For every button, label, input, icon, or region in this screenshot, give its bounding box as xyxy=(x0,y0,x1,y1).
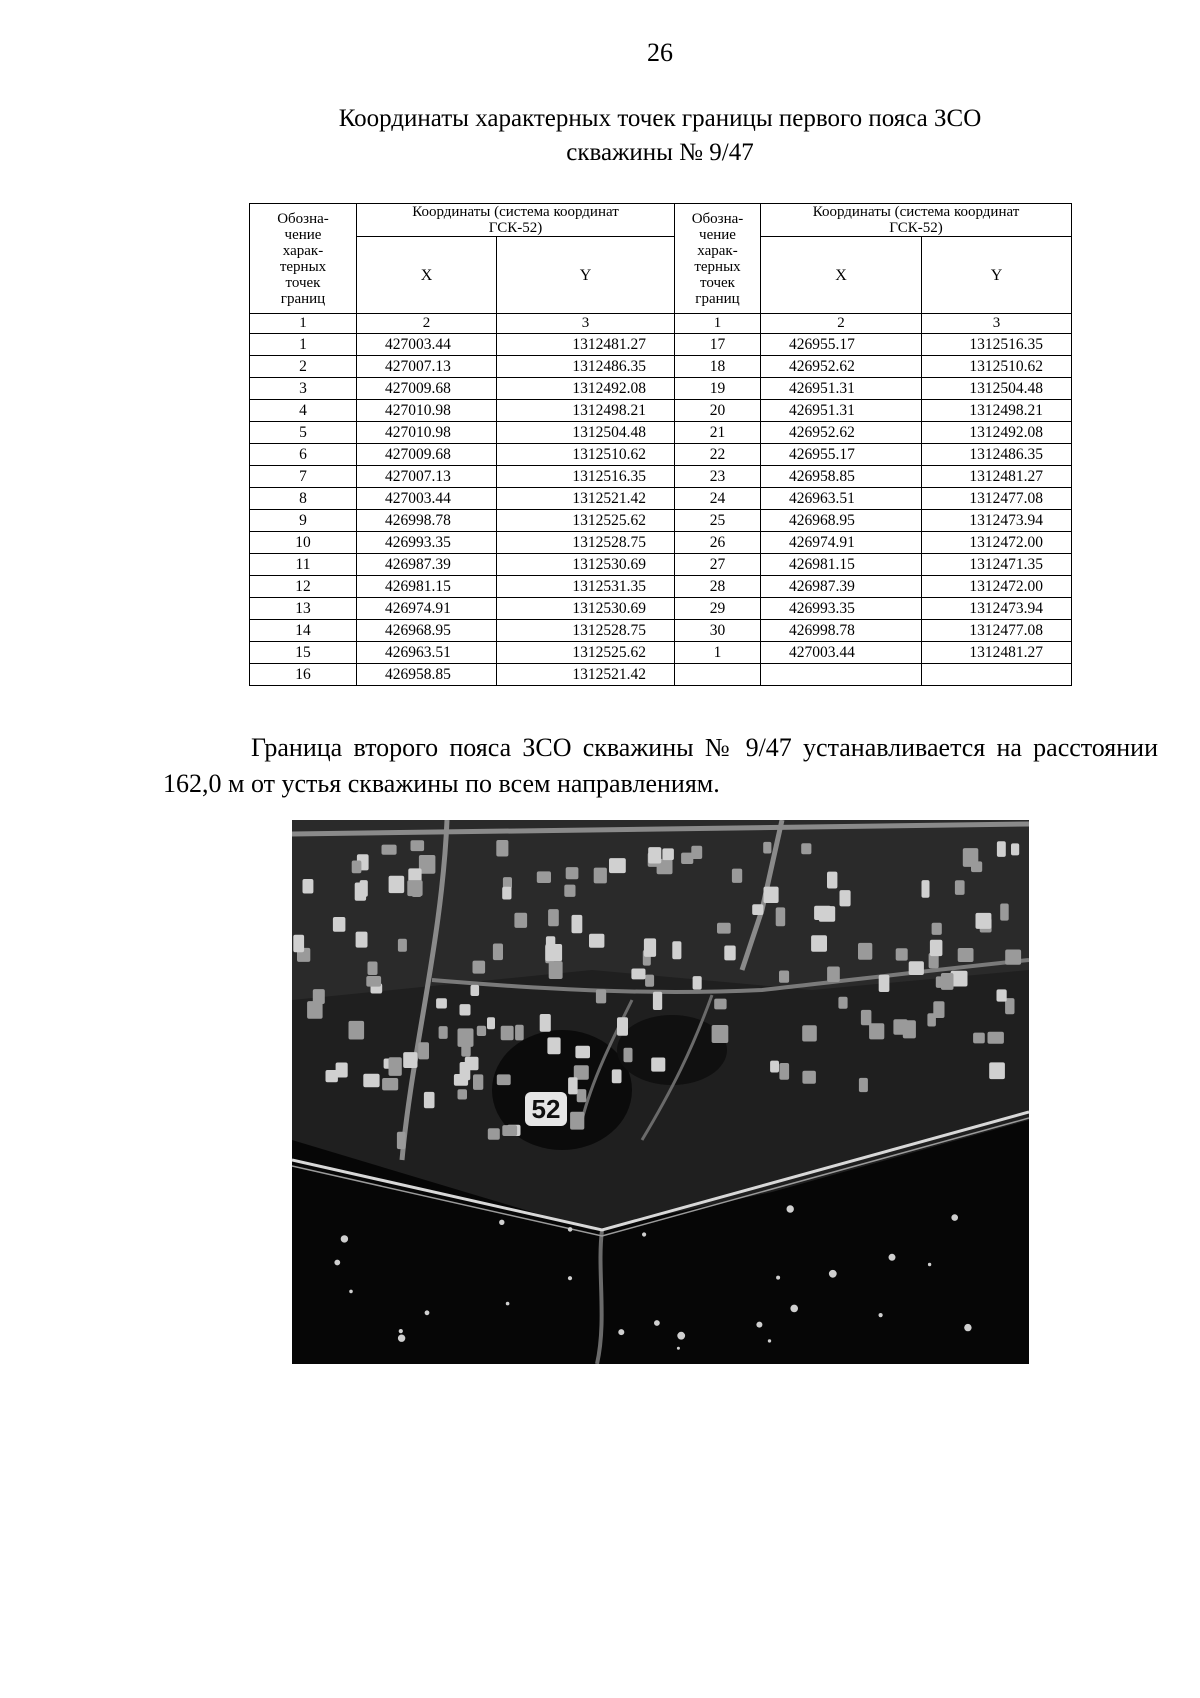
map-building xyxy=(648,847,661,863)
x-coordinate: 427007.13 xyxy=(357,466,497,488)
map-building xyxy=(537,871,551,883)
map-building xyxy=(869,1023,884,1039)
column-number: 3 xyxy=(497,314,675,334)
map-building xyxy=(326,1070,338,1082)
map-building xyxy=(651,1058,665,1072)
map-building xyxy=(360,880,368,897)
point-number: 15 xyxy=(250,642,357,664)
y-coordinate: 1312504.48 xyxy=(922,378,1072,400)
x-coordinate: 426955.17 xyxy=(761,444,922,466)
x-coordinate: 427010.98 xyxy=(357,422,497,444)
table-row xyxy=(250,554,1072,576)
map-building xyxy=(811,935,827,952)
map-building xyxy=(589,934,604,948)
y-coordinate: 1312498.21 xyxy=(922,400,1072,422)
point-number: 26 xyxy=(675,532,761,554)
x-coordinate: 427003.44 xyxy=(357,334,497,356)
map-building xyxy=(363,1074,379,1088)
x-coordinate: 426974.91 xyxy=(357,598,497,620)
point-number: 7 xyxy=(250,466,357,488)
map-building xyxy=(333,917,346,932)
map-building xyxy=(398,939,407,952)
map-building xyxy=(973,1033,985,1044)
map-building xyxy=(356,932,368,948)
x-coordinate: 426987.39 xyxy=(761,576,922,598)
map-building xyxy=(1000,904,1009,921)
y-coordinate: 1312492.08 xyxy=(922,422,1072,444)
aerial-map-image xyxy=(292,820,1029,1364)
x-coordinate: 426968.95 xyxy=(357,620,497,642)
x-coordinate: 426998.78 xyxy=(761,620,922,642)
y-coordinate: 1312477.08 xyxy=(922,620,1072,642)
table-row xyxy=(250,444,1072,466)
map-building xyxy=(439,1026,448,1039)
map-point xyxy=(790,1305,798,1313)
point-number: 14 xyxy=(250,620,357,642)
map-building xyxy=(389,876,405,893)
point-number: 22 xyxy=(675,444,761,466)
map-building xyxy=(368,962,378,976)
map-building xyxy=(382,1078,398,1090)
map-building xyxy=(909,961,924,975)
y-coordinate: 1312498.21 xyxy=(497,400,675,422)
x-coordinate: 426951.31 xyxy=(761,400,922,422)
x-coordinate: 426955.17 xyxy=(761,334,922,356)
point-number: 28 xyxy=(675,576,761,598)
map-point xyxy=(756,1322,762,1328)
map-building xyxy=(465,1057,479,1071)
point-number: 29 xyxy=(675,598,761,620)
map-building xyxy=(408,868,421,881)
map-building xyxy=(577,1089,587,1102)
y-coordinate: 1312530.69 xyxy=(497,598,675,620)
map-building xyxy=(714,999,726,1010)
map-building xyxy=(770,1061,779,1073)
point-number: 5 xyxy=(250,422,357,444)
point-number: 6 xyxy=(250,444,357,466)
map-building xyxy=(471,985,480,996)
map-building xyxy=(779,1063,789,1080)
map-building xyxy=(763,842,771,854)
x-coordinate: 427003.44 xyxy=(357,488,497,510)
table-row xyxy=(250,598,1072,620)
map-building xyxy=(932,923,942,935)
map-point xyxy=(928,1263,931,1266)
header-y-left: Y xyxy=(497,237,675,314)
map-building xyxy=(436,998,447,1008)
document-title xyxy=(200,102,1120,170)
point-number: 21 xyxy=(675,422,761,444)
map-building xyxy=(366,976,381,987)
table-row xyxy=(250,642,1072,664)
column-number: 2 xyxy=(761,314,922,334)
table-row xyxy=(250,488,1072,510)
map-point xyxy=(677,1332,685,1340)
column-number: 3 xyxy=(922,314,1072,334)
map-building xyxy=(933,1001,944,1018)
header-designation-right: Обозна- чение харак- терных точек границ xyxy=(675,204,761,314)
coordinates-table xyxy=(249,203,1072,686)
y-coordinate: 1312481.27 xyxy=(497,334,675,356)
map-building xyxy=(612,1069,622,1083)
map-building xyxy=(424,1092,435,1108)
y-coordinate: 1312472.00 xyxy=(922,576,1072,598)
map-building xyxy=(838,997,847,1009)
map-point xyxy=(618,1329,624,1335)
map-building xyxy=(617,1017,628,1035)
map-building xyxy=(1011,843,1019,855)
map-building xyxy=(672,941,681,959)
map-building xyxy=(717,923,731,934)
map-building xyxy=(802,1025,817,1041)
map-building xyxy=(732,869,742,883)
map-building xyxy=(681,853,693,864)
column-number: 1 xyxy=(675,314,761,334)
map-building xyxy=(976,913,992,929)
point-number: 1 xyxy=(250,334,357,356)
map-building xyxy=(458,1089,468,1099)
map-building xyxy=(779,971,789,983)
y-coordinate: 1312481.27 xyxy=(922,466,1072,488)
point-number: 17 xyxy=(675,334,761,356)
map-building xyxy=(568,1077,578,1094)
boundary-paragraph: Граница второго пояса ЗСО скважины № 9/47 устанавливается на расстоянии 162,0 м от устья скважины по всем направлениям. xyxy=(163,733,1158,798)
x-coordinate: 426981.15 xyxy=(761,554,922,576)
point-number: 10 xyxy=(250,532,357,554)
header-designation-left: Обозна- чение харак- терных точек границ xyxy=(250,204,357,314)
map-building xyxy=(631,969,645,980)
map-point xyxy=(787,1205,794,1212)
map-point xyxy=(398,1335,405,1342)
point-number: 18 xyxy=(675,356,761,378)
point-number: 12 xyxy=(250,576,357,598)
map-building xyxy=(955,880,965,895)
map-building xyxy=(662,848,674,860)
map-building xyxy=(566,867,579,879)
y-coordinate: 1312471.35 xyxy=(922,554,1072,576)
map-building xyxy=(594,868,607,884)
map-building xyxy=(303,879,314,894)
table-row xyxy=(250,664,1072,686)
y-coordinate: 1312477.08 xyxy=(922,488,1072,510)
map-building xyxy=(548,909,559,926)
point-number: 13 xyxy=(250,598,357,620)
map-building xyxy=(514,913,527,928)
map-point xyxy=(349,1290,353,1294)
y-coordinate: 1312516.35 xyxy=(922,334,1072,356)
point-number: 1 xyxy=(675,642,761,664)
y-coordinate: 1312473.94 xyxy=(922,510,1072,532)
map-building xyxy=(827,872,837,889)
map-building xyxy=(879,975,890,992)
y-coordinate: 1312528.75 xyxy=(497,620,675,642)
y-coordinate: 1312525.62 xyxy=(497,510,675,532)
parcel-label: 52 xyxy=(531,1094,561,1124)
point-number: 9 xyxy=(250,510,357,532)
point-number: 30 xyxy=(675,620,761,642)
y-coordinate: 1312492.08 xyxy=(497,378,675,400)
y-coordinate: 1312528.75 xyxy=(497,532,675,554)
table-row xyxy=(250,620,1072,642)
table-row xyxy=(250,356,1072,378)
y-coordinate: 1312486.35 xyxy=(922,444,1072,466)
map-building xyxy=(403,1052,417,1068)
map-building xyxy=(922,880,930,898)
map-building xyxy=(477,1026,486,1036)
map-building xyxy=(859,1078,868,1092)
map-point xyxy=(879,1313,883,1317)
x-coordinate: 426951.31 xyxy=(761,378,922,400)
map-building xyxy=(501,1026,514,1040)
map-building xyxy=(896,948,908,960)
map-building xyxy=(776,907,786,926)
map-building xyxy=(814,906,831,920)
point-number: 23 xyxy=(675,466,761,488)
map-building xyxy=(840,890,851,906)
y-coordinate: 1312530.69 xyxy=(497,554,675,576)
x-coordinate: 426981.15 xyxy=(357,576,497,598)
map-building xyxy=(549,961,563,979)
map-building xyxy=(724,946,735,961)
y-coordinate xyxy=(922,664,1072,686)
title-line-1: Координаты характерных точек границы первого пояса ЗСО xyxy=(338,105,982,132)
map-building xyxy=(570,1112,584,1130)
map-point xyxy=(568,1227,573,1232)
y-coordinate: 1312521.42 xyxy=(497,664,675,686)
map-building xyxy=(349,1021,365,1040)
map-building xyxy=(473,1074,483,1090)
map-point xyxy=(341,1235,348,1242)
page-number: 26 xyxy=(647,38,673,67)
map-building xyxy=(418,1042,429,1059)
x-coordinate: 427007.13 xyxy=(357,356,497,378)
x-coordinate xyxy=(761,664,922,686)
y-coordinate: 1312510.62 xyxy=(497,444,675,466)
table-row xyxy=(250,576,1072,598)
map-point xyxy=(642,1232,646,1236)
map-building xyxy=(801,843,811,854)
table-row xyxy=(250,532,1072,554)
map-building xyxy=(861,1010,872,1025)
map-building xyxy=(497,1074,511,1085)
x-coordinate: 426963.51 xyxy=(761,488,922,510)
map-building xyxy=(460,1004,471,1015)
x-coordinate: 426993.35 xyxy=(357,532,497,554)
map-building xyxy=(540,1014,551,1032)
point-number: 25 xyxy=(675,510,761,532)
map-building xyxy=(545,944,562,961)
x-coordinate: 426963.51 xyxy=(357,642,497,664)
x-coordinate: 426993.35 xyxy=(761,598,922,620)
point-number: 20 xyxy=(675,400,761,422)
map-point xyxy=(776,1276,780,1280)
y-coordinate: 1312516.35 xyxy=(497,466,675,488)
map-building xyxy=(572,915,583,933)
map-point xyxy=(677,1347,680,1350)
map-building xyxy=(389,1057,402,1076)
map-point xyxy=(399,1329,403,1333)
map-building xyxy=(502,887,511,900)
map-point xyxy=(768,1339,771,1342)
point-number: 11 xyxy=(250,554,357,576)
map-building xyxy=(397,1132,406,1149)
map-building xyxy=(496,840,508,857)
map-building xyxy=(458,1028,474,1047)
point-number: 16 xyxy=(250,664,357,686)
map-building xyxy=(712,1025,729,1043)
map-building xyxy=(609,858,626,873)
map-point xyxy=(568,1276,572,1280)
map-building xyxy=(493,944,503,961)
table-row xyxy=(250,400,1072,422)
x-coordinate: 426958.85 xyxy=(761,466,922,488)
y-coordinate: 1312510.62 xyxy=(922,356,1072,378)
aerial-map-drawing xyxy=(292,820,1029,1364)
map-building xyxy=(502,1125,517,1136)
point-number: 4 xyxy=(250,400,357,422)
y-coordinate: 1312481.27 xyxy=(922,642,1072,664)
point-number: 3 xyxy=(250,378,357,400)
map-point xyxy=(334,1260,340,1266)
map-building xyxy=(487,1017,495,1029)
map-building xyxy=(313,989,325,1004)
map-building xyxy=(802,1071,816,1084)
map-building xyxy=(827,967,840,983)
map-building xyxy=(858,943,872,960)
header-x-right: X xyxy=(761,237,922,314)
x-coordinate: 427010.98 xyxy=(357,400,497,422)
map-point xyxy=(499,1220,504,1225)
map-building xyxy=(693,976,702,990)
map-point xyxy=(951,1214,958,1221)
map-building xyxy=(997,841,1006,857)
point-number: 19 xyxy=(675,378,761,400)
header-x-left: X xyxy=(357,237,497,314)
map-building xyxy=(1005,998,1014,1014)
y-coordinate: 1312473.94 xyxy=(922,598,1072,620)
map-point xyxy=(425,1310,430,1315)
point-number: 8 xyxy=(250,488,357,510)
map-building xyxy=(989,1062,1005,1079)
table-row xyxy=(250,378,1072,400)
map-point xyxy=(654,1320,660,1326)
header-coordinates-right: Координаты (система координат ГСК-52) xyxy=(761,204,1072,237)
map-building xyxy=(352,861,362,874)
map-building xyxy=(997,989,1007,1001)
map-building xyxy=(596,989,606,1003)
table-row xyxy=(250,422,1072,444)
x-coordinate: 426987.39 xyxy=(357,554,497,576)
map-building xyxy=(454,1074,468,1086)
y-coordinate: 1312504.48 xyxy=(497,422,675,444)
map-building xyxy=(411,840,425,851)
map-building xyxy=(407,880,422,896)
map-building xyxy=(752,904,763,915)
map-building xyxy=(930,940,943,956)
column-number-row xyxy=(250,314,1072,334)
map-building xyxy=(653,992,662,1010)
map-building xyxy=(473,961,486,974)
map-building xyxy=(764,887,779,903)
x-coordinate: 427003.44 xyxy=(761,642,922,664)
y-coordinate: 1312486.35 xyxy=(497,356,675,378)
map-building xyxy=(488,1128,500,1140)
y-coordinate: 1312525.62 xyxy=(497,642,675,664)
header-y-right: Y xyxy=(922,237,1072,314)
map-building xyxy=(547,1037,560,1054)
map-building xyxy=(941,973,954,990)
map-point xyxy=(829,1270,837,1278)
x-coordinate: 427009.68 xyxy=(357,378,497,400)
map-point xyxy=(889,1254,896,1261)
map-building xyxy=(293,935,304,953)
point-number: 27 xyxy=(675,554,761,576)
x-coordinate: 426974.91 xyxy=(761,532,922,554)
map-building xyxy=(564,885,575,897)
map-building xyxy=(958,948,974,962)
map-building xyxy=(515,1025,524,1041)
map-building xyxy=(893,1019,907,1034)
x-coordinate: 427009.68 xyxy=(357,444,497,466)
x-coordinate: 426968.95 xyxy=(761,510,922,532)
header-coordinates-left: Координаты (система координат ГСК-52) xyxy=(357,204,675,237)
map-point xyxy=(506,1302,510,1306)
column-number: 1 xyxy=(250,314,357,334)
y-coordinate: 1312521.42 xyxy=(497,488,675,510)
map-building xyxy=(645,975,654,987)
x-coordinate: 426952.62 xyxy=(761,356,922,378)
point-number xyxy=(675,664,761,686)
table-row xyxy=(250,466,1072,488)
x-coordinate: 426952.62 xyxy=(761,422,922,444)
map-building xyxy=(988,1032,1004,1044)
title-line-2: скважины № 9/47 xyxy=(566,139,754,166)
map-building xyxy=(624,1048,633,1063)
map-building xyxy=(382,845,397,855)
map-building xyxy=(963,848,979,867)
table-row xyxy=(250,334,1072,356)
point-number: 2 xyxy=(250,356,357,378)
x-coordinate: 426958.85 xyxy=(357,664,497,686)
x-coordinate: 426998.78 xyxy=(357,510,497,532)
table-row xyxy=(250,510,1072,532)
point-number: 24 xyxy=(675,488,761,510)
column-number: 2 xyxy=(357,314,497,334)
y-coordinate: 1312531.35 xyxy=(497,576,675,598)
y-coordinate: 1312472.00 xyxy=(922,532,1072,554)
map-building xyxy=(644,938,656,957)
table-body xyxy=(250,334,1072,686)
map-building xyxy=(575,1046,590,1058)
map-building xyxy=(1005,950,1021,965)
map-point xyxy=(964,1324,971,1331)
